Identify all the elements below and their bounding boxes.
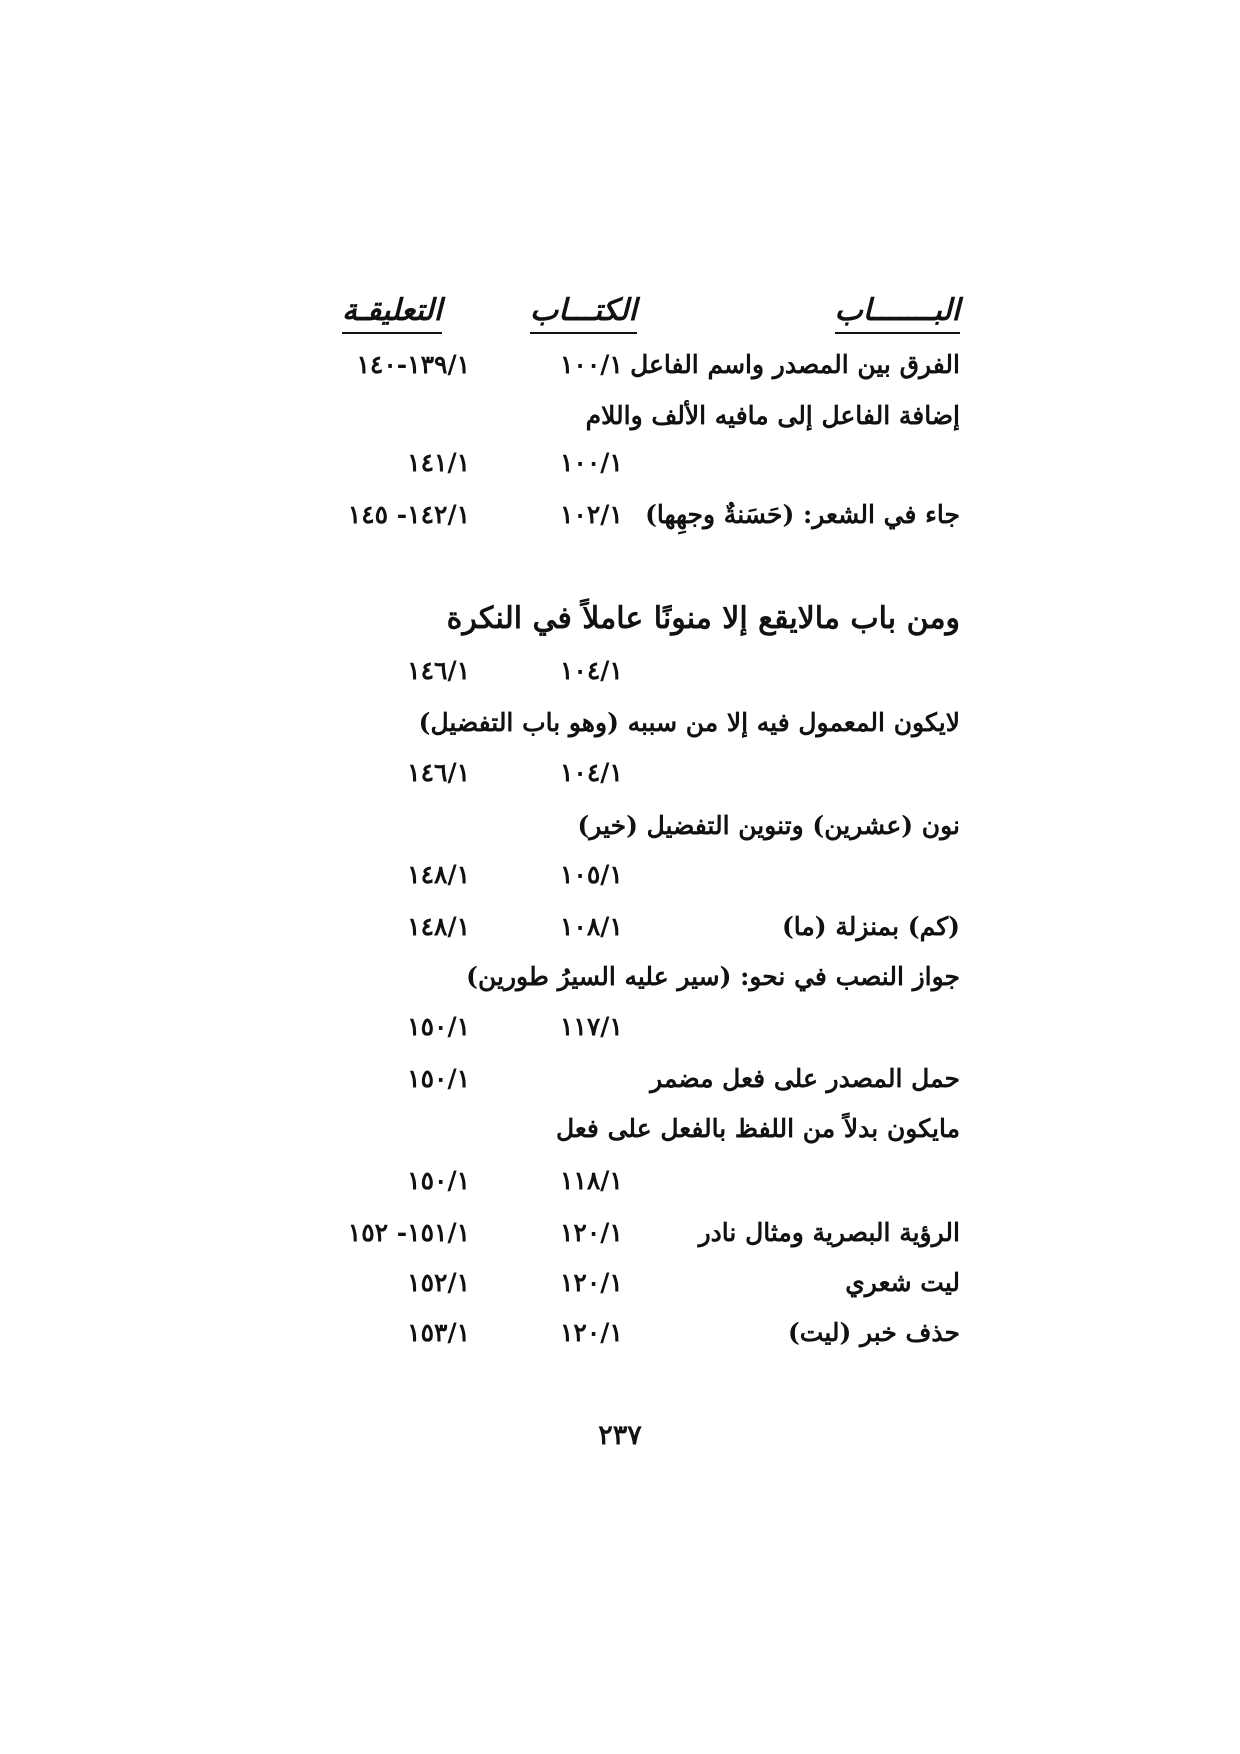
row-6-bab: لايكون المعمول فيه إلا من سببه (وهو باب التفضيل): [418, 708, 960, 737]
row-13-taliqa: ١٥٠/١: [407, 1064, 470, 1093]
row-13-bab: حمل المصدر على فعل مضمر: [650, 1064, 960, 1093]
row-5-taliqa: ١٤٦/١: [407, 656, 470, 685]
row-0-kitab: ١٠٠/١: [560, 350, 623, 379]
row-3-kitab: ١٠٢/١: [560, 500, 623, 529]
row-9-kitab: ١٠٥/١: [560, 860, 623, 889]
row-7-kitab: ١٠٤/١: [560, 758, 623, 787]
row-17-taliqa: ١٥٢/١: [407, 1268, 470, 1297]
row-15-taliqa: ١٥٠/١: [407, 1166, 470, 1195]
header-bab-text: البـــــــاب: [835, 293, 960, 334]
row-2-taliqa: ١٤١/١: [407, 448, 470, 477]
row-9-taliqa: ١٤٨/١: [407, 860, 470, 889]
row-12-kitab: ١١٧/١: [560, 1012, 623, 1041]
row-18-kitab: ١٢٠/١: [560, 1318, 623, 1347]
row-7-taliqa: ١٤٦/١: [407, 758, 470, 787]
row-17-bab: ليت شعري: [845, 1268, 960, 1297]
row-12-taliqa: ١٥٠/١: [407, 1012, 470, 1041]
row-3-taliqa: ١٤٢/١- ١٤٥: [347, 500, 470, 529]
row-0-taliqa: ١٣٩/١-١٤٠: [356, 350, 470, 379]
header-taliqa-text: التعليقـة: [342, 293, 442, 334]
row-0-bab: الفرق بين المصدر واسم الفاعل: [630, 350, 960, 379]
row-10-bab: (كم) بمنزلة (ما): [781, 912, 960, 941]
row-16-taliqa: ١٥١/١- ١٥٢: [347, 1218, 470, 1247]
row-15-kitab: ١١٨/١: [560, 1166, 623, 1195]
row-5-kitab: ١٠٤/١: [560, 656, 623, 685]
row-2-kitab: ١٠٠/١: [560, 448, 623, 477]
page-number: ٢٣٧: [598, 1420, 642, 1451]
row-10-taliqa: ١٤٨/١: [407, 912, 470, 941]
header-kitab: [530, 293, 637, 328]
row-18-bab: حذف خبر (ليت): [787, 1318, 960, 1347]
row-11-bab: جواز النصب في نحو: (سير عليه السيرُ طورين): [466, 962, 960, 991]
row-10-kitab: ١٠٨/١: [560, 912, 623, 941]
row-18-taliqa: ١٥٣/١: [407, 1318, 470, 1347]
row-1-bab: إضافة الفاعل إلى مافيه الألف واللام: [585, 401, 960, 430]
header-kitab-text: الكتـــاب: [530, 293, 637, 334]
section-title: ومن باب مالايقع إلا منونًا عاملاً في النكرة: [446, 601, 960, 636]
row-17-kitab: ١٢٠/١: [560, 1268, 623, 1297]
row-3-bab: جاء في الشعر: (حَسَنةٌ وجهِها): [645, 500, 960, 529]
row-16-bab: الرؤية البصرية ومثال نادر: [698, 1218, 960, 1247]
row-14-bab: مايكون بدلاً من اللفظ بالفعل على فعل: [555, 1114, 960, 1143]
header-bab: [834, 293, 960, 328]
header-taliqa: [342, 293, 443, 328]
row-8-bab: نون (عشرين) وتنوين التفضيل (خير): [577, 811, 960, 840]
row-16-kitab: ١٢٠/١: [560, 1218, 623, 1247]
